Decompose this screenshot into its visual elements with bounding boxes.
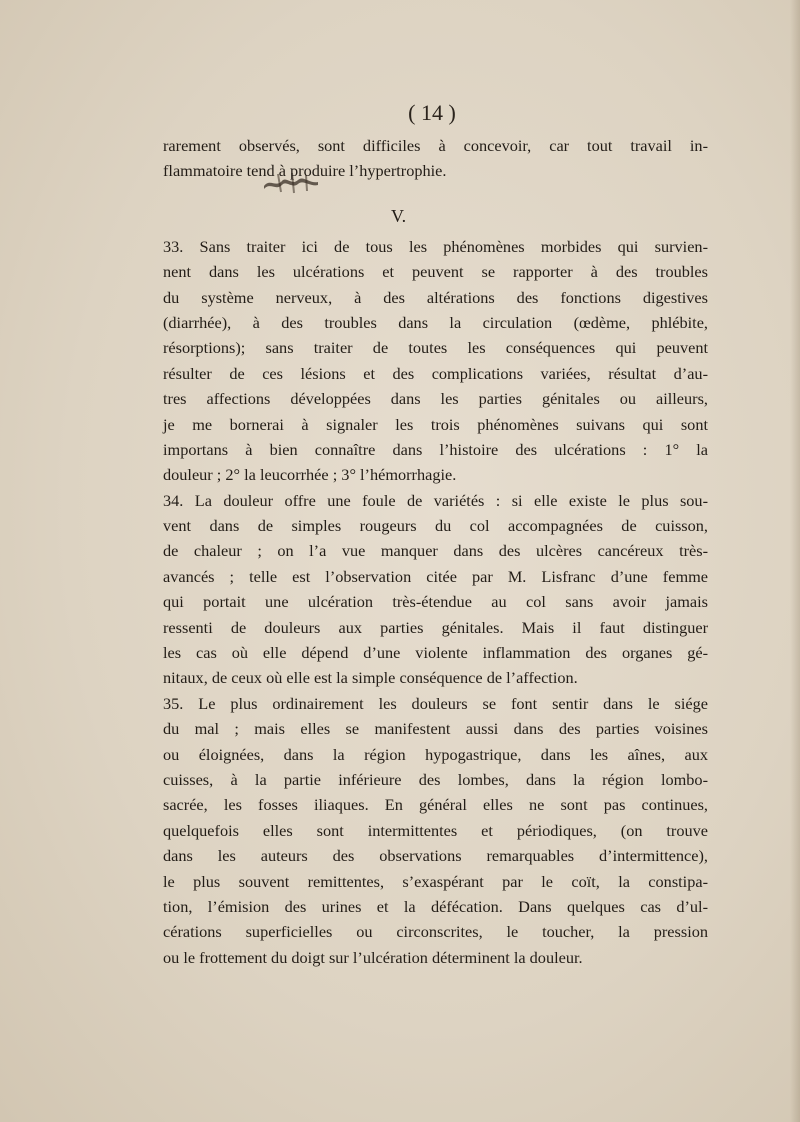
- text-line: douleur ; 2° la leucorrhée ; 3° l’hémorrhagie.: [163, 465, 457, 485]
- text-line: sacrée, les fosses iliaques. En général elles ne sont pas continues,: [163, 795, 708, 815]
- text-line: nitaux, de ceux où elle est la simple conséquence de l’affection.: [163, 668, 578, 688]
- text-line: avancés ; telle est l’observation citée par M. Lisfranc d’une femme: [163, 566, 708, 586]
- text-line: flammatoire tend à produire l’hypertrophie.: [163, 161, 447, 181]
- text-line: résorptions); sans traiter de toutes les conséquences qui peuvent: [163, 338, 708, 358]
- text-line: du système nerveux, à des altérations des fonctions digestives: [163, 287, 708, 307]
- text-line: (diarrhée), à des troubles dans la circulation (œdème, phlébite,: [163, 312, 708, 332]
- page-edge-shadow: [790, 0, 800, 1122]
- text-line: ou éloignées, dans la région hypogastrique, dans les aînes, aux: [163, 744, 708, 764]
- text-line: de chaleur ; on l’a vue manquer dans des ulcères cancéreux très-: [163, 541, 708, 561]
- text-line: du mal ; mais elles se manifestent aussi dans des parties voisines: [163, 719, 708, 739]
- text-line: vent dans de simples rougeurs du col accompagnées de cuisson,: [163, 516, 708, 536]
- text-line: le plus souvent remittentes, s’exaspérant par le coït, la constipa-: [163, 871, 708, 891]
- text-line: rarement observés, sont difficiles à concevoir, car tout travail in-: [163, 136, 708, 155]
- text-line: cérations superficielles ou circonscrites, le toucher, la pression: [163, 922, 708, 942]
- section-numeral: V.: [391, 205, 407, 226]
- text-line: résulter de ces lésions et des complications variées, résultat d’au-: [163, 363, 708, 383]
- text-line: 34. La douleur offre une foule de variétés : si elle existe le plus sou-: [163, 490, 708, 510]
- text-line: nent dans les ulcérations et peuvent se rapporter à des troubles: [163, 262, 708, 282]
- text-line: tres affections développées dans les parties génitales ou ailleurs,: [163, 389, 708, 409]
- text-line: tion, l’émision des urines et la défécation. Dans quelques cas d’ul-: [163, 896, 708, 916]
- text-line: je me bornerai à signaler les trois phénomènes suivans qui sont: [163, 414, 708, 434]
- text-line: les cas où elle dépend d’une violente inflammation des organes gé-: [163, 643, 708, 663]
- text-line: ressenti de douleurs aux parties génitales. Mais il faut distinguer: [163, 617, 708, 637]
- text-line: qui portait une ulcération très-étendue au col sans avoir jamais: [163, 592, 708, 612]
- page-number: ( 14 ): [408, 100, 456, 125]
- text-line: dans les auteurs des observations remarquables d’intermittence),: [163, 846, 708, 866]
- text-line: 33. Sans traiter ici de tous les phénomènes morbides qui survien-: [163, 236, 708, 256]
- text-line: cuisses, à la partie inférieure des lombes, dans la région lombo-: [163, 769, 708, 789]
- text-line: quelquefois elles sont intermittentes et périodiques, (on trouve: [163, 820, 708, 840]
- section-heading: [163, 184, 708, 234]
- text-line: importans à bien connaître dans l’histoire des ulcérations : 1° la: [163, 439, 708, 459]
- text-line: ou le frottement du doigt sur l’ulcération déterminent la douleur.: [163, 947, 583, 967]
- text-line: 35. Le plus ordinairement les douleurs se font sentir dans le siége: [163, 693, 708, 713]
- body-text: [163, 133, 708, 970]
